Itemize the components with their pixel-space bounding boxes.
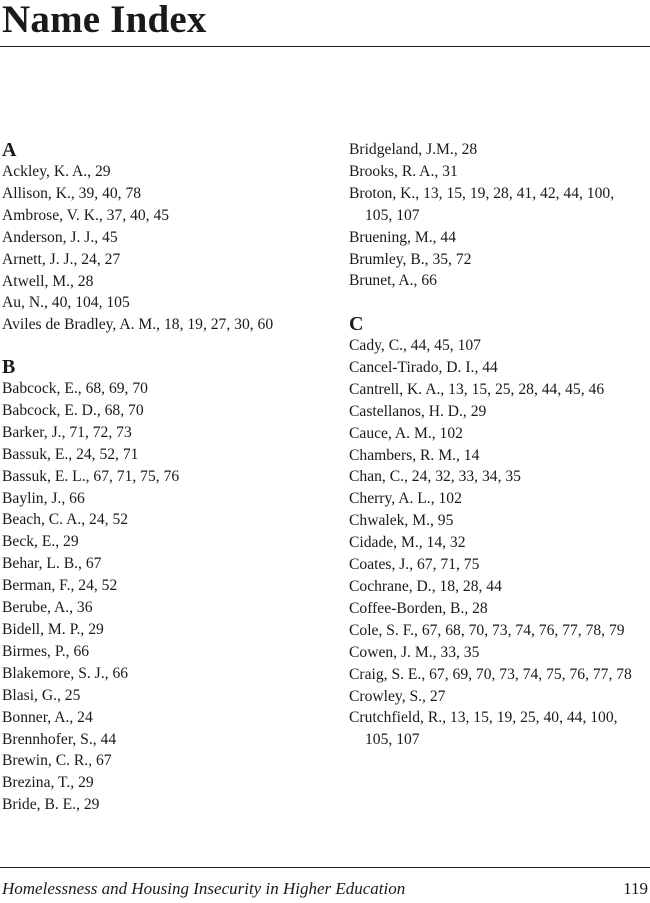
index-entry: Barker, J., 71, 72, 73: [2, 423, 132, 441]
index-entry: Arnett, J. J., 24, 27: [2, 250, 121, 268]
section-b: [2, 356, 337, 816]
page-title: Name Index: [2, 0, 207, 41]
index-entry: Brezina, T., 29: [2, 774, 94, 792]
index-entry: Atwell, M., 28: [2, 272, 94, 290]
page-number: 119: [623, 879, 648, 898]
index-entry: Cole, S. F., 67, 68, 70, 73, 74, 76, 77, 78, 79: [349, 621, 625, 639]
index-entry: Aviles de Bradley, A. M., 18, 19, 27, 30, 60: [2, 316, 274, 334]
index-entry: Babcock, E. D., 68, 70: [2, 401, 144, 419]
footer-book-title: Homelessness and Housing Insecurity in Higher Education: [2, 879, 406, 898]
index-entry: Crowley, S., 27: [349, 687, 446, 705]
index-entry: Cowen, J. M., 33, 35: [349, 643, 480, 661]
index-entry: Cantrell, K. A., 13, 15, 25, 28, 44, 45, 46: [349, 380, 605, 398]
section-letter: A: [2, 139, 17, 161]
index-entry: Cauce, A. M., 102: [349, 424, 463, 442]
index-entry: Brumley, B., 35, 72: [349, 250, 472, 268]
index-entry: Anderson, J. J., 45: [2, 228, 118, 246]
index-entry: Behar, L. B., 67: [2, 555, 102, 573]
index-entry: Beach, C. A., 24, 52: [2, 511, 129, 529]
index-entry: Cherry, A. L., 102: [349, 490, 462, 508]
index-entry: Berman, F., 24, 52: [2, 577, 118, 595]
section-b-continued: [349, 139, 649, 292]
index-entry: Allison, K., 39, 40, 78: [2, 184, 142, 202]
index-entry: Brunet, A., 66: [349, 272, 437, 290]
index-entry: Berube, A., 36: [2, 599, 93, 617]
index-entry: Cancel-Tirado, D. I., 44: [349, 358, 498, 376]
index-entry: Coates, J., 67, 71, 75: [349, 556, 480, 574]
section-a: [2, 139, 337, 336]
entry-list: [2, 161, 337, 336]
index-entry: Bridgeland, J.M., 28: [349, 141, 478, 158]
index-entry: Craig, S. E., 67, 69, 70, 73, 74, 75, 76, 77, 78: [349, 665, 632, 683]
footer-divider: [0, 867, 650, 868]
index-entry: Ambrose, V. K., 37, 40, 45: [2, 206, 170, 224]
index-entry: Castellanos, H. D., 29: [349, 402, 487, 420]
index-entry: Babcock, E., 68, 69, 70: [2, 380, 148, 397]
index-entry: Brewin, C. R., 67: [2, 752, 112, 770]
section-letter: B: [2, 356, 16, 378]
section-c: [349, 313, 649, 751]
index-entry: Cochrane, D., 18, 28, 44: [349, 577, 502, 595]
title-divider: [0, 46, 650, 47]
section-letter: C: [349, 313, 364, 335]
index-entry: Baylin, J., 66: [2, 489, 85, 507]
index-entry: Blasi, G., 25: [2, 686, 81, 704]
index-entry: Bassuk, E. L., 67, 71, 75, 76: [2, 467, 180, 485]
index-entry: Beck, E., 29: [2, 533, 79, 551]
index-entry: Brooks, R. A., 31: [349, 162, 458, 180]
index-entry: Bruening, M., 44: [349, 228, 456, 246]
index-entry: Ackley, K. A., 29: [2, 163, 111, 180]
entry-list: [349, 139, 649, 292]
index-entry: Bride, B. E., 29: [2, 796, 100, 814]
index-entry: Brennhofer, S., 44: [2, 730, 117, 748]
index-entry: Blakemore, S. J., 66: [2, 664, 129, 682]
index-entry: Cady, C., 44, 45, 107: [349, 337, 481, 354]
index-entry: Chambers, R. M., 14: [349, 446, 480, 464]
index-entry: Chan, C., 24, 32, 33, 34, 35: [349, 468, 521, 486]
index-entry: Au, N., 40, 104, 105: [2, 294, 130, 312]
index-entry: Bassuk, E., 24, 52, 71: [2, 445, 139, 463]
index-entry: Bidell, M. P., 29: [2, 620, 104, 638]
index-entry: Bonner, A., 24: [2, 708, 93, 726]
index-entry: Chwalek, M., 95: [349, 512, 454, 530]
index-entry: Cidade, M., 14, 32: [349, 534, 466, 552]
index-entry: Broton, K., 13, 15, 19, 28, 41, 42, 44, 100, 105, 107: [349, 184, 615, 224]
index-entry: Coffee-Borden, B., 28: [349, 599, 488, 617]
entry-list: [2, 378, 337, 816]
index-entry: Crutchfield, R., 13, 15, 19, 25, 40, 44, 100, 105, 107: [349, 709, 618, 749]
index-entry: Birmes, P., 66: [2, 642, 90, 660]
entry-list: [349, 335, 649, 751]
